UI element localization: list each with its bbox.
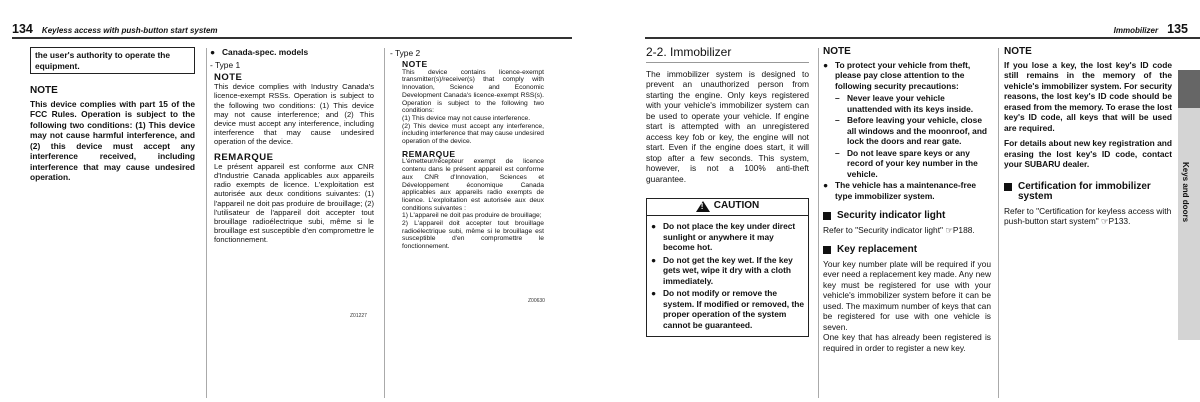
boxed-continuation: the user's authority to operate the equipment. xyxy=(30,47,195,74)
immobilizer-section-title: 2-2. Immobilizer xyxy=(646,45,732,59)
caution-item: Do not place the key under direct sunlight or anywhere it may become hot. xyxy=(663,221,796,252)
security-dash-item: Before leaving your vehicle, close all windows and the moonroof, and lock the doors and rear gate. xyxy=(847,115,988,146)
security-dash-item: Never leave your vehicle unattended with its keys inside. xyxy=(847,93,974,114)
left-col1 xyxy=(30,47,195,183)
caution-label: CAUTION xyxy=(713,200,760,212)
right-col3 xyxy=(1004,47,1172,227)
key-replacement-title: Key replacement xyxy=(837,244,918,255)
bullet-icon: ● xyxy=(823,59,829,70)
right-page xyxy=(620,0,1200,402)
dash-icon: – xyxy=(835,147,840,158)
immobilizer-intro: The immobilizer system is designed to prevent an unauthorized person from starting the engine. Only keys registered with your vehicle's immobilizer system can be used to operate your vehicle. If engine start is attempted with an unregistered access key fob or key, the engine will not start. Even if the engine does start, it will stop after a few seconds. This system, however, is not a 100% anti-theft guarantee. xyxy=(646,68,809,184)
bullet-icon: ● xyxy=(823,180,829,190)
security-bullet2: The vehicle has a maintenance-free type immobilizer system. xyxy=(835,180,977,201)
certification-title: Certification for immobilizer system xyxy=(1018,180,1151,202)
left-header xyxy=(12,22,218,38)
bullet-icon: ● xyxy=(651,221,657,231)
caution-box xyxy=(646,198,809,337)
caution-item: Do not modify or remove the system. If modified or removed, the proper operation of the system cannot be guaranteed. xyxy=(663,288,805,330)
dash-icon: – xyxy=(835,115,840,125)
security-dash-item: Do not leave spare keys or any record of your key number in the vehicle. xyxy=(847,147,978,179)
section-square-icon xyxy=(1004,183,1012,191)
dash-icon: – xyxy=(835,93,840,103)
security-indicator-title: Security indicator light xyxy=(837,210,946,221)
left-col-divider-1 xyxy=(206,48,207,398)
left-header-title: Keyless access with push-button start system xyxy=(41,26,218,35)
type1-remarque-fr: Le présent appareil est conforme aux CNR d'Industrie Canada applicables aux appareils radio exempts de licence. L'exploitation est autorisée aux deux conditions suivantes: (1) l'appareil ne doit pas produire de brouillage; (2) l'utilisateur de l'appareil doit accepter tout brouillage radioélectrique subi, même si le brouillage est susceptible d'en compromettre le fonctionnement. xyxy=(214,161,374,245)
canada-models-label: Canada-spec. models xyxy=(222,47,309,57)
certification-ref[interactable]: Refer to "Certification for keyless access with push-button start system" ☞P133. xyxy=(1004,205,1172,226)
left-col-divider-2 xyxy=(384,48,385,398)
caution-item: Do not get the key wet. If the key gets wet, wipe it dry with a cloth immediately. xyxy=(663,254,793,286)
type1-remarque-title: REMARQUE xyxy=(214,151,274,163)
right-page-number: 135 xyxy=(1167,22,1188,36)
security-indicator-ref[interactable]: Refer to "Security indicator light" ☞P188. xyxy=(823,224,975,235)
left-header-rule xyxy=(12,37,572,39)
lost-key-note-p1: If you lose a key, the lost key's ID code still remains in the memory of the vehicle's immobilizer system. For security reasons, the lost key's ID code should be erased from the memory. To erase the lost key's ID code, all keys that will be used are required. xyxy=(1004,59,1172,133)
left-page xyxy=(0,0,580,402)
lost-key-note-heading: NOTE xyxy=(1004,46,1032,57)
type2-rem-item1: 1) L'appareil ne doit pas produire de brouillage; xyxy=(402,212,542,220)
right-header-title: Immobilizer xyxy=(1113,26,1159,35)
type2-notice xyxy=(402,61,544,251)
fcc-note-heading: NOTE xyxy=(30,85,58,96)
type2-rem-item2: 2) L'appareil doit accepter tout brouillage radioélectrique subi, même si le brouillage est susceptible d'en compromettre le fonctionnement. xyxy=(402,220,544,251)
warning-triangle-icon xyxy=(696,201,710,212)
bullet-icon: ● xyxy=(651,288,657,298)
fcc-note-text: This device complies with part 15 of the FCC Rules. Operation is subject to the following two conditions: (1) This device may not cause harmful interference, and (2) this device must accept any interference received, including interference that may cause undesired operation. xyxy=(30,98,195,182)
type2-note-en: This device contains licence-exempt transmitter(s)/receiver(s) that comply with Innovation, Science and Economic Development Canada's licence-exempt RSS(s). Operation is subject to the following two conditions: xyxy=(402,68,544,115)
type2-note-item2: (2) This device must accept any interference, including interference that may cause undesired operation of the device. xyxy=(402,122,545,146)
type1-notice xyxy=(214,73,374,245)
type1-code: Z01227 xyxy=(350,313,367,319)
key-replacement-p1: Your key number plate will be required if you ever need a replacement key made. Any new key must be registered for use with your vehicle's immobilizer system before it can be used. The maximum number of keys that can be registered for use with one vehicle is seven. xyxy=(823,258,991,332)
right-col1 xyxy=(646,47,809,337)
bullet-icon: ● xyxy=(210,47,216,57)
right-header xyxy=(1114,22,1188,38)
type2-note-item1: (1) This device may not cause interference. xyxy=(402,114,531,122)
type2-code: Z00630 xyxy=(528,298,545,304)
lost-key-note-p2: For details about new key registration and erasing the lost key's ID code, contact your SUBARU dealer. xyxy=(1004,138,1172,169)
type1-note-title: NOTE xyxy=(214,72,243,83)
security-note-heading: NOTE xyxy=(823,46,851,57)
left-col2 xyxy=(210,47,380,70)
type1-label: - Type 1 xyxy=(210,59,241,70)
type2-remarque-title: REMARQUE xyxy=(402,148,456,159)
right-col2 xyxy=(823,47,991,353)
left-page-number: 134 xyxy=(12,22,33,36)
right-header-rule xyxy=(645,37,1200,39)
bullet-icon: ● xyxy=(651,254,657,265)
right-col-divider-1 xyxy=(818,48,819,398)
key-replacement-p2: One key that has already been registered is required in order to register a new key. xyxy=(823,332,991,353)
section-square-icon xyxy=(823,246,831,254)
chapter-side-tab[interactable] xyxy=(1178,70,1200,340)
security-bullet1: To protect your vehicle from theft, please pay close attention to the following security precautions: xyxy=(835,59,971,91)
right-col-divider-2 xyxy=(998,48,999,398)
type2-note-title: NOTE xyxy=(402,59,428,69)
type1-note-en: This device complies with Industry Canada's licence-exempt RSSs. Operation is subject to the following two conditions: (1) This device may not cause interference; and (2) This device must accept any interference, including interference that may cause undesired operation of the device. xyxy=(214,82,374,147)
side-tab-label: Keys and doors xyxy=(1181,162,1190,223)
type2-label: - Type 2 xyxy=(390,48,421,58)
type2-remarque-fr: L'émetteur/récepteur exempt de licence contenu dans le présent appareil est conforme aux CNR d'Innovation, Sciences et Développement économique Canada applicables aux appareils radio exempts de licence. L'exploitation est autorisée aux deux conditions suivantes : xyxy=(402,158,544,212)
section-square-icon xyxy=(823,212,831,220)
